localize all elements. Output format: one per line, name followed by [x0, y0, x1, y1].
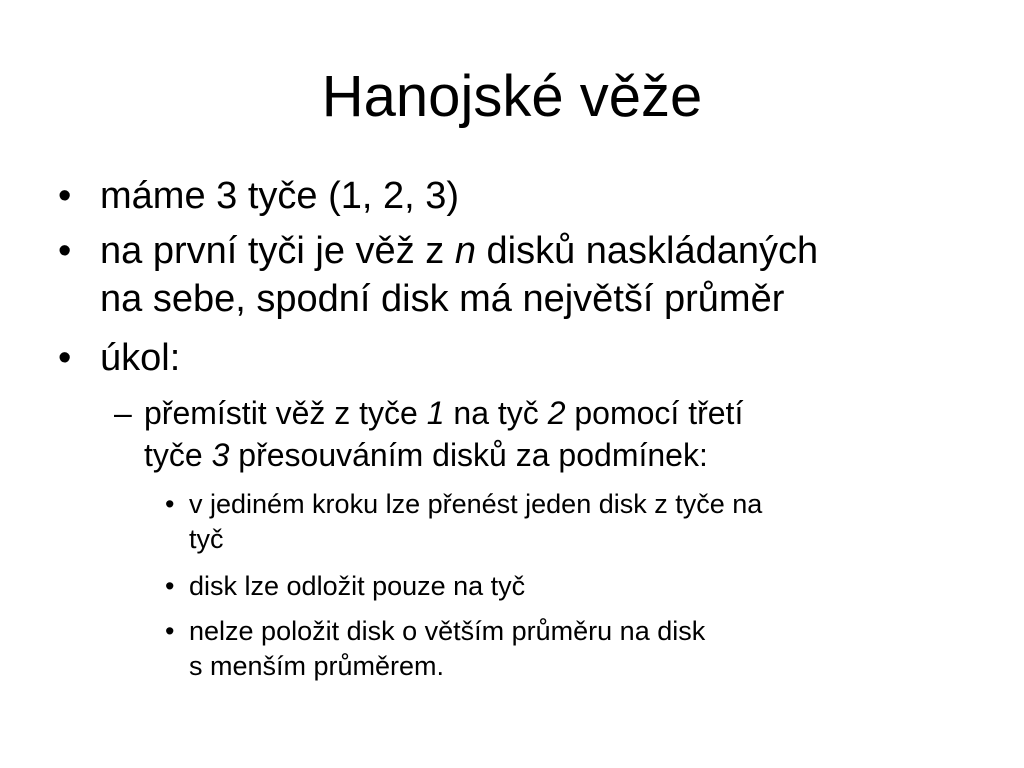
- bullet-text: na sebe, spodní disk má největší průměr: [100, 278, 785, 320]
- condition-item: [165, 487, 763, 557]
- dash-icon: –: [114, 395, 132, 431]
- rod-number: 1: [426, 395, 445, 431]
- slide-title: Hanojské věže: [321, 64, 703, 129]
- bullet-icon: •: [58, 175, 72, 217]
- bullet-icon: •: [58, 230, 72, 272]
- condition-text: v jediném kroku lze přenést jeden disk z tyče na: [189, 489, 763, 519]
- condition-text: nelze položit disk o větším průměru na disk: [189, 616, 706, 646]
- condition-text: disk lze odložit pouze na tyč: [189, 571, 526, 601]
- sub-bullet-text: tyče 3 přesouváním disků za podmínek:: [144, 437, 708, 473]
- bullet-text: úkol:: [100, 337, 181, 379]
- sub-bullet-item: [114, 392, 744, 476]
- bullet-icon: •: [165, 489, 175, 519]
- condition-text: tyč: [189, 524, 224, 554]
- variable-n: n: [454, 230, 476, 272]
- bullet-item: [58, 172, 460, 220]
- bullet-icon: •: [165, 571, 175, 601]
- rod-number: 3: [211, 437, 230, 473]
- bullet-item: [58, 334, 181, 382]
- bullet-item: [58, 227, 819, 323]
- bullet-text: na první tyči je věž z n disků naskládaných: [100, 230, 819, 272]
- condition-item: [165, 614, 706, 684]
- sub-bullet-text: přemístit věž z tyče 1 na tyč 2 pomocí třetí: [144, 395, 744, 431]
- bullet-icon: •: [165, 616, 175, 646]
- rod-number: 2: [547, 395, 566, 431]
- bullet-icon: •: [58, 337, 72, 379]
- bullet-text: máme 3 tyče (1, 2, 3): [100, 175, 460, 217]
- condition-item: [165, 569, 526, 604]
- condition-text: s menším průměrem.: [189, 651, 445, 681]
